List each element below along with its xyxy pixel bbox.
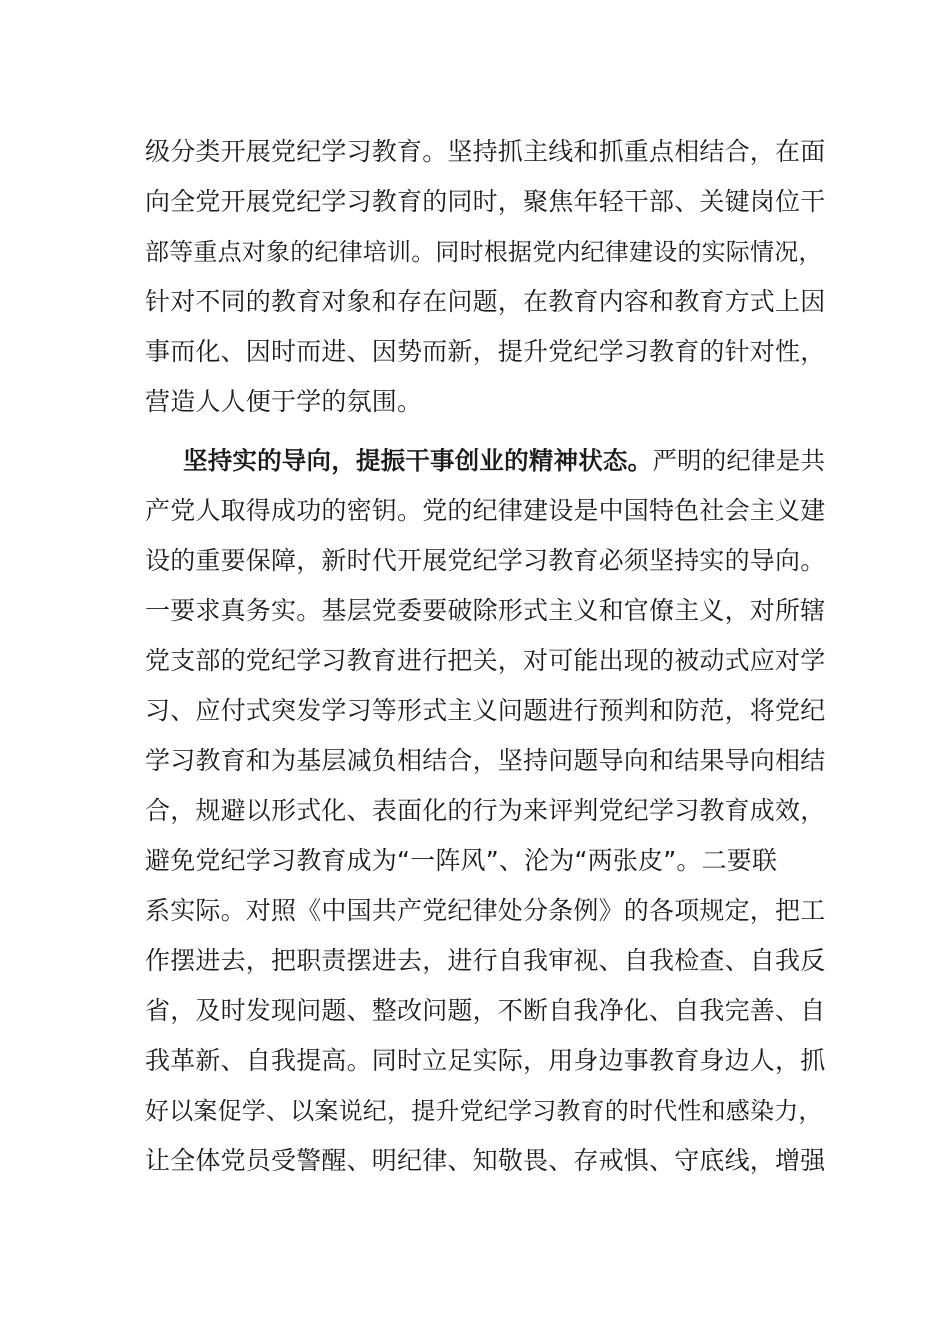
paragraph-2-line: 一要求真务实。基层党委要破除形式主义和官僚主义，对所辖 [145,596,826,625]
paragraph-2-line: 我革新、自我提高。同时立足实际，用身边事教育身边人，抓 [145,1046,826,1075]
paragraph-2-line: 产党人取得成功的密钥。党的纪律建设是中国特色社会主义建 [145,496,826,525]
paragraph-2-line: 作摆进去，把职责摆进去，进行自我审视、自我检查、自我反 [145,946,826,975]
paragraph-2 [145,436,825,1186]
paragraph-2-line: 系实际。对照《中国共产党纪律处分条例》的各项规定，把工 [145,896,826,925]
paragraph-1-line: 级分类开展党纪学习教育。坚持抓主线和抓重点相结合，在面 [145,137,826,166]
paragraph-2-line: 习、应付式突发学习等形式主义问题进行预判和防范，将党纪 [145,696,826,725]
paragraph-1 [145,127,825,427]
paragraph-2-line: 让全体党员受警醒、明纪律、知敬畏、存戒惧、守底线，增强 [145,1146,826,1175]
paragraph-1-line: 事而化、因时而进、因势而新，提升党纪学习教育的针对性， [145,337,826,366]
paragraph-1-line: 针对不同的教育对象和存在问题，在教育内容和教育方式上因 [145,287,826,316]
paragraph-2-line: 学习教育和为基层减负相结合，坚持问题导向和结果导向相结 [145,746,826,775]
paragraph-2-line: 好以案促学、以案说纪，提升党纪学习教育的时代性和感染力， [145,1097,823,1125]
paragraph-2-first-line [145,436,825,486]
paragraph-2-line: 避免党纪学习教育成为“一阵风”、沦为“两张皮”。二要联 [145,846,778,875]
paragraph-2-heading: 坚持实的导向，提振干事创业的精神状态。 [183,446,653,475]
paragraph-2-line: 党支部的党纪学习教育进行把关，对可能出现的被动式应对学 [145,646,826,675]
paragraph-1-line: 向全党开展党纪学习教育的同时，聚焦年轻干部、关键岗位干 [145,187,826,216]
paragraph-2-line: 合，规避以形式化、表面化的行为来评判党纪学习教育成效， [145,796,826,825]
paragraph-2-line: 设的重要保障，新时代开展党纪学习教育必须坚持实的导向。 [145,546,826,575]
paragraph-1-line: 部等重点对象的纪律培训。同时根据党内纪律建设的实际情况， [145,238,823,266]
paragraph-2-first-line-rest: 严明的纪律是共 [652,446,826,475]
paragraph-2-line: 省，及时发现问题、整改问题，不断自我净化、自我完善、自 [145,996,826,1025]
paragraph-1-line: 营造人人便于学的氛围。 [145,387,423,416]
